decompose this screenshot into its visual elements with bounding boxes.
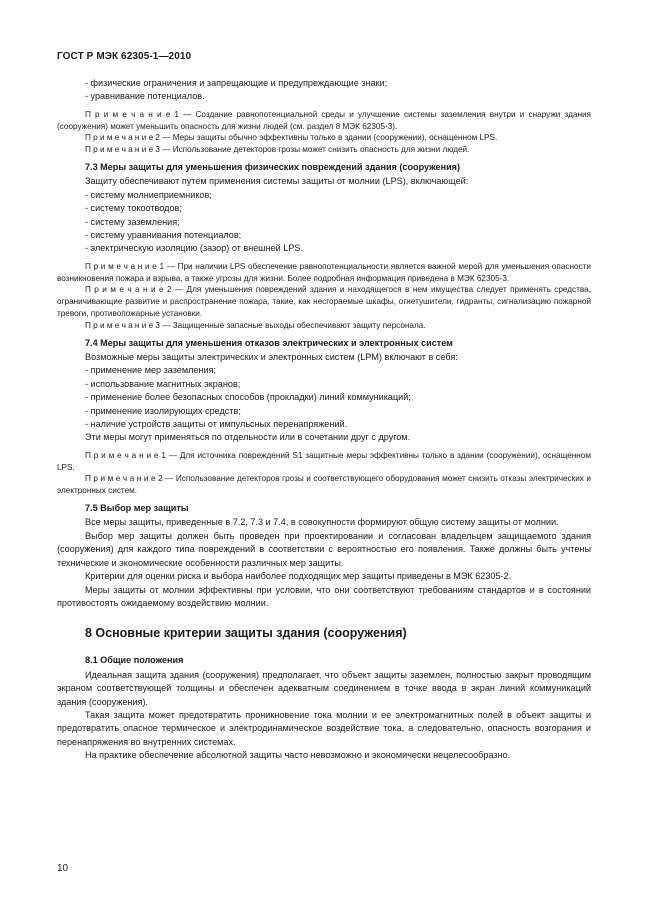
list-item: - уравнивание потенциалов. — [85, 91, 205, 102]
paragraph: Защиту обеспечивают путем применения системы защиты от молнии (LPS), включающей: — [85, 176, 469, 187]
section-heading-7-5: 7.5 Выбор мер защиты — [85, 503, 189, 514]
page-content — [57, 77, 591, 763]
section-heading-7-4: 7.4 Меры защиты для уменьшения отказов электрических и электронных систем — [85, 337, 453, 348]
list-item: - систему заземления; — [85, 216, 180, 227]
note-paragraph: П р и м е ч а н и е 1 — Для источника повреждений S1 защитные меры эффективны только в здании (сооружении), оснащенном LPS. — [57, 450, 591, 472]
note-paragraph: П р и м е ч а н и е 1 — Создание равнопотенциальной среды и улучшение системы заземления внутри и снаружи здания (сооружения) может уменьшить опасность для жизни людей (см. раздел 8 МЭК 62305-3). — [57, 109, 591, 131]
paragraph: Такая защита может предотвратить проникновение тока молнии и ее электромагнитных полей в объект защиты и предотвратить опасное термическое и электродинамическое воздействие тока, а следовательно, опасность возгорания и перенапряжения во внутренних системах. — [57, 709, 591, 747]
paragraph: Эти меры могут применяться по отдельности или в сочетании друг с другом. — [85, 432, 411, 443]
note-paragraph: П р и м е ч а н и е 1 — При наличии LPS обеспечение равнопотенциальности является важной мерой для уменьшения опасности возникновения пожара и взрыва, а также угрозы для жизни. Более подробная информация приведена в МЭК 62305-3. — [57, 261, 591, 283]
list-item: - систему молниеприемников; — [85, 189, 212, 200]
section-heading-8-1: 8.1 Общие положения — [85, 655, 184, 666]
note-paragraph: П р и м е ч а н и е 3 — Использование детекторов грозы может снизить опасность для жизни людей. — [85, 145, 470, 155]
paragraph: Критерии для оценки риска и выбора наиболее подходящих мер защиты приведены в МЭК 62305-2. — [85, 571, 512, 582]
note-paragraph: П р и м е ч а н и е 2 — Использование детекторов грозы и соответствующего оборудования может снизить отказы электрических и электронных систем. — [57, 474, 591, 496]
section-heading-7-3: 7.3 Меры защиты для уменьшения физических повреждений здания (сооружения) — [85, 162, 460, 172]
paragraph: Все меры защиты, приведенные в 7.2, 7.3 и 7.4, в совокупности формируют общую систему защиты от молнии. — [85, 517, 559, 528]
page-number: 10 — [57, 863, 69, 874]
list-item: - применение более безопасных способов (прокладки) линий коммуникаций; — [85, 392, 411, 403]
list-item: - систему уравнивания потенциалов; — [85, 230, 242, 241]
paragraph: Идеальная защита здания (сооружения) предполагает, что объект защиты заземлен, полностью закрыт проводящим экраном соответствующей толщины и обеспечен адекватным соединением в точке ввода в экран линий коммуникаций здания (сооружения). — [57, 669, 591, 707]
list-item: - применение изолирующих средств; — [85, 405, 241, 416]
paragraph: Меры защиты от молнии эффективны при условии, что они соответствуют требованиям стандартов и в состоянии противостоять ожидаемому воздействию молнии. — [57, 584, 591, 608]
note-paragraph: П р и м е ч а н и е 2 — Для уменьшения повреждений здания и находящегося в нем имущества следует применять средства, ограничивающие развитие и распространение пожара, такие, как несгораемые шкафы, огнетушители, гидранты, сигнализацию пожарной тревоги, противопожарные установки. — [57, 285, 591, 319]
list-item: - наличие устройств защиты от импульсных перенапряжений. — [85, 419, 348, 430]
list-item: - электрическую изоляцию (зазор) от внешней LPS. — [85, 243, 303, 254]
list-item: - физические ограничения и запрещающие и предупреждающие знаки; — [85, 78, 388, 88]
note-paragraph: П р и м е ч а н и е 2 — Меры защиты обычно эффективны только в здании (сооружении), оснащенном LPS. — [85, 133, 498, 143]
list-item: - систему токоотводов; — [85, 203, 182, 214]
section-heading-8: 8 Основные критерии защиты здания (сооружения) — [85, 626, 407, 641]
paragraph: На практике обеспечение абсолютной защиты часто невозможно и экономически нецелесообразно. — [85, 750, 511, 761]
page-header: ГОСТ Р МЭК 62305-1—2010 — [57, 51, 192, 62]
paragraph: Выбор мер защиты должен быть проведен при проектировании и согласован владельцем защищаемого здания (сооружения) для каждого типа повреждений в соответствии с вероятностью его появления. Также должны быть учтены технические и экономические особенности различных мер защиты. — [57, 530, 591, 568]
list-item: - использование магнитных экранов; — [85, 378, 241, 389]
note-paragraph: П р и м е ч а н и е 3 — Защищенные запасные выходы обеспечивают защиту персонала. — [85, 320, 426, 330]
paragraph: Возможные меры защиты электрических и электронных систем (LPM) включают в себя: — [85, 352, 458, 363]
list-item: - применение мер заземления; — [85, 365, 217, 376]
